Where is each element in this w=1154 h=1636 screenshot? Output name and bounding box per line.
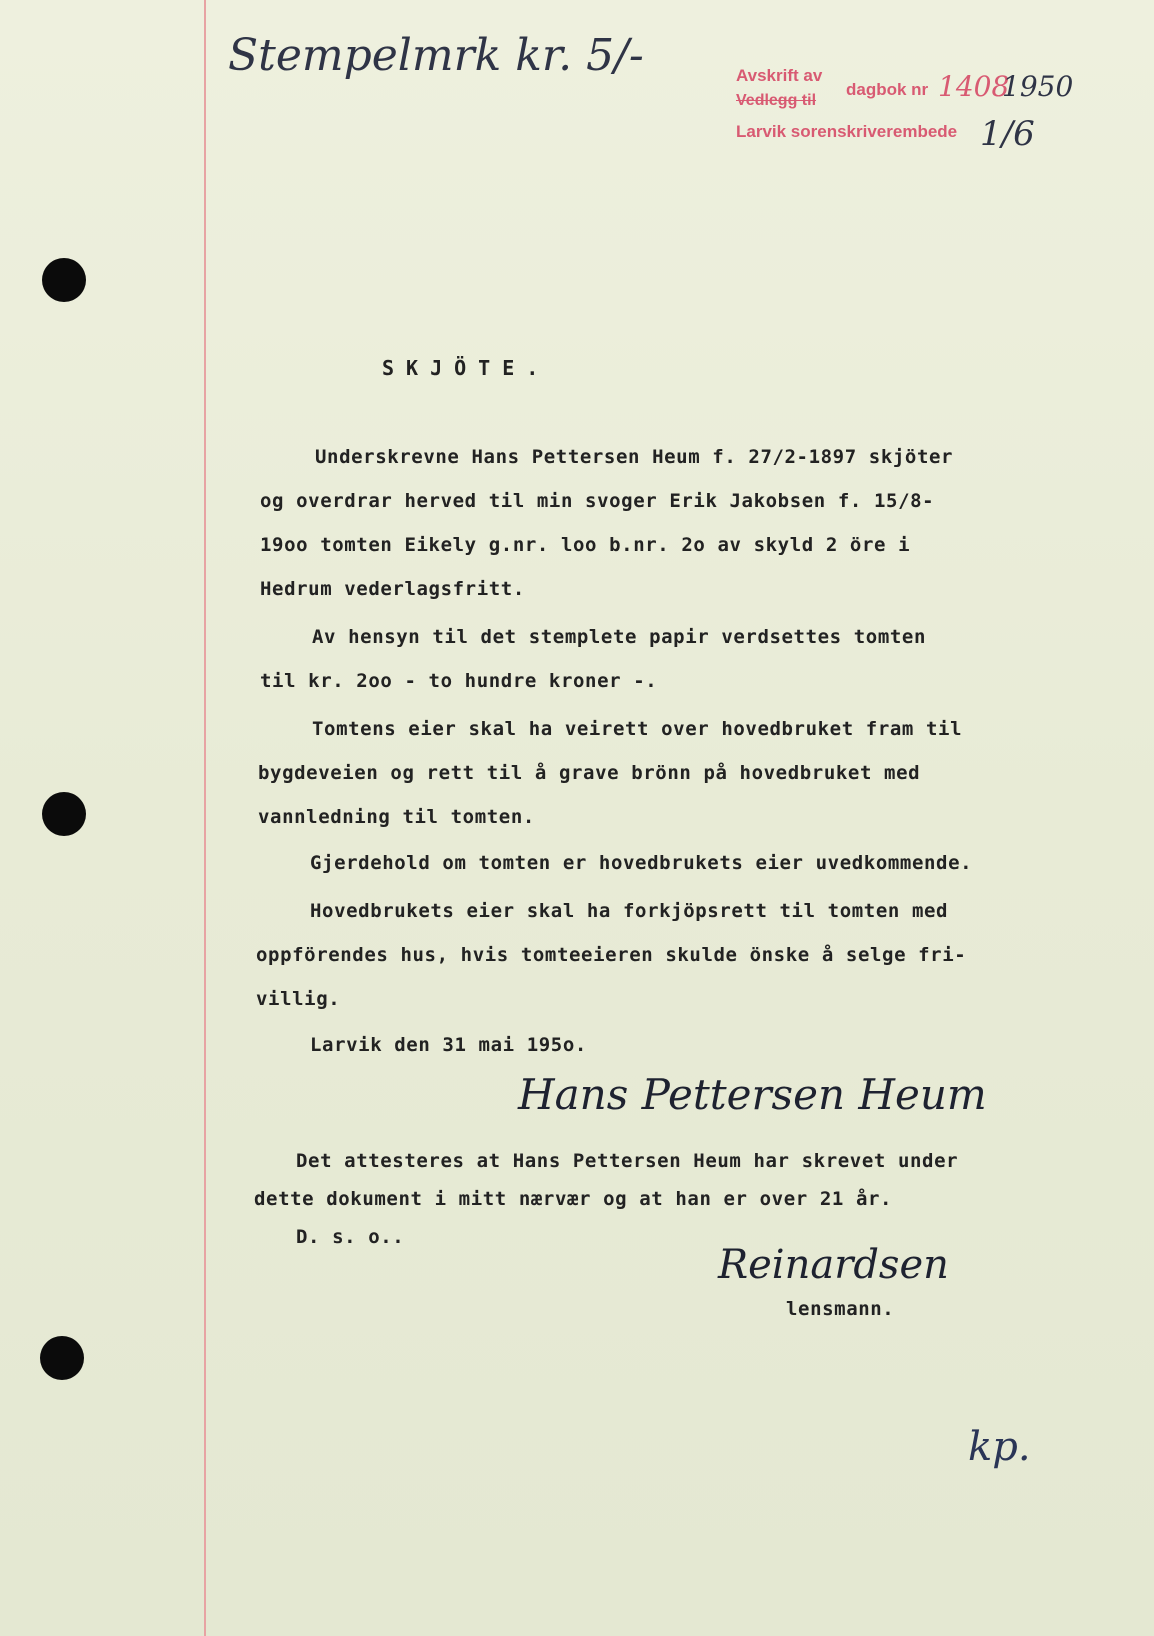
body-line: til kr. 2oo - to hundre kroner -. (260, 670, 658, 692)
margin-line (204, 0, 206, 1636)
place-date: Larvik den 31 mai 195o. (310, 1034, 587, 1056)
stamp-year: 1950 (1002, 70, 1074, 103)
attest-line: dette dokument i mitt nærvær og at han er over 21 år. (254, 1188, 893, 1210)
punch-hole-middle (42, 792, 86, 836)
body-line: Underskrevne Hans Pettersen Heum f. 27/2-1897 skjöter (315, 446, 954, 468)
body-line: Hovedbrukets eier skal ha forkjöpsrett til tomten med (310, 900, 949, 922)
punch-hole-top (42, 258, 86, 302)
stamp-dagbok: dagbok nr (846, 80, 929, 99)
body-line: vannledning til tomten. (258, 806, 535, 828)
document-title: SKJÖTE. (382, 356, 551, 380)
body-line: bygdeveien og rett til å grave brönn på hovedbruket med (258, 762, 921, 784)
stamp-embede: Larvik sorenskriverembede (736, 122, 958, 141)
dso-text: D. s. o.. (296, 1226, 405, 1248)
stamp-avskrift: Avskrift av (736, 66, 823, 85)
dagbok-number: 1408 (938, 70, 1010, 103)
punch-hole-bottom (40, 1336, 84, 1380)
body-line: Gjerdehold om tomten er hovedbrukets eier uvedkommende. (310, 852, 973, 874)
lensmann-title: lensmann. (786, 1298, 895, 1320)
attest-line: Det attesteres at Hans Pettersen Heum har skrevet under (296, 1150, 959, 1172)
stamp-vedlegg: Vedlegg til (736, 92, 817, 109)
initials: kp. (968, 1424, 1031, 1470)
body-line: 19oo tomten Eikely g.nr. loo b.nr. 2o av skyld 2 öre i (260, 534, 911, 556)
handwritten-fee: Stempelmrk kr. 5/- (228, 30, 644, 81)
signature-lensmann: Reinardsen (718, 1242, 949, 1288)
handwritten-date: 1/6 (980, 114, 1035, 154)
signature-seller: Hans Pettersen Heum (518, 1070, 987, 1119)
body-line: Av hensyn til det stemplete papir verdsettes tomten (312, 626, 926, 648)
body-line: Tomtens eier skal ha veirett over hovedbruket fram til (312, 718, 963, 740)
body-line: og overdrar herved til min svoger Erik Jakobsen f. 15/8- (260, 490, 935, 512)
body-line: oppförendes hus, hvis tomteeieren skulde önske å selge fri- (256, 944, 967, 966)
body-line: Hedrum vederlagsfritt. (260, 578, 525, 600)
body-line: villig. (256, 988, 341, 1010)
